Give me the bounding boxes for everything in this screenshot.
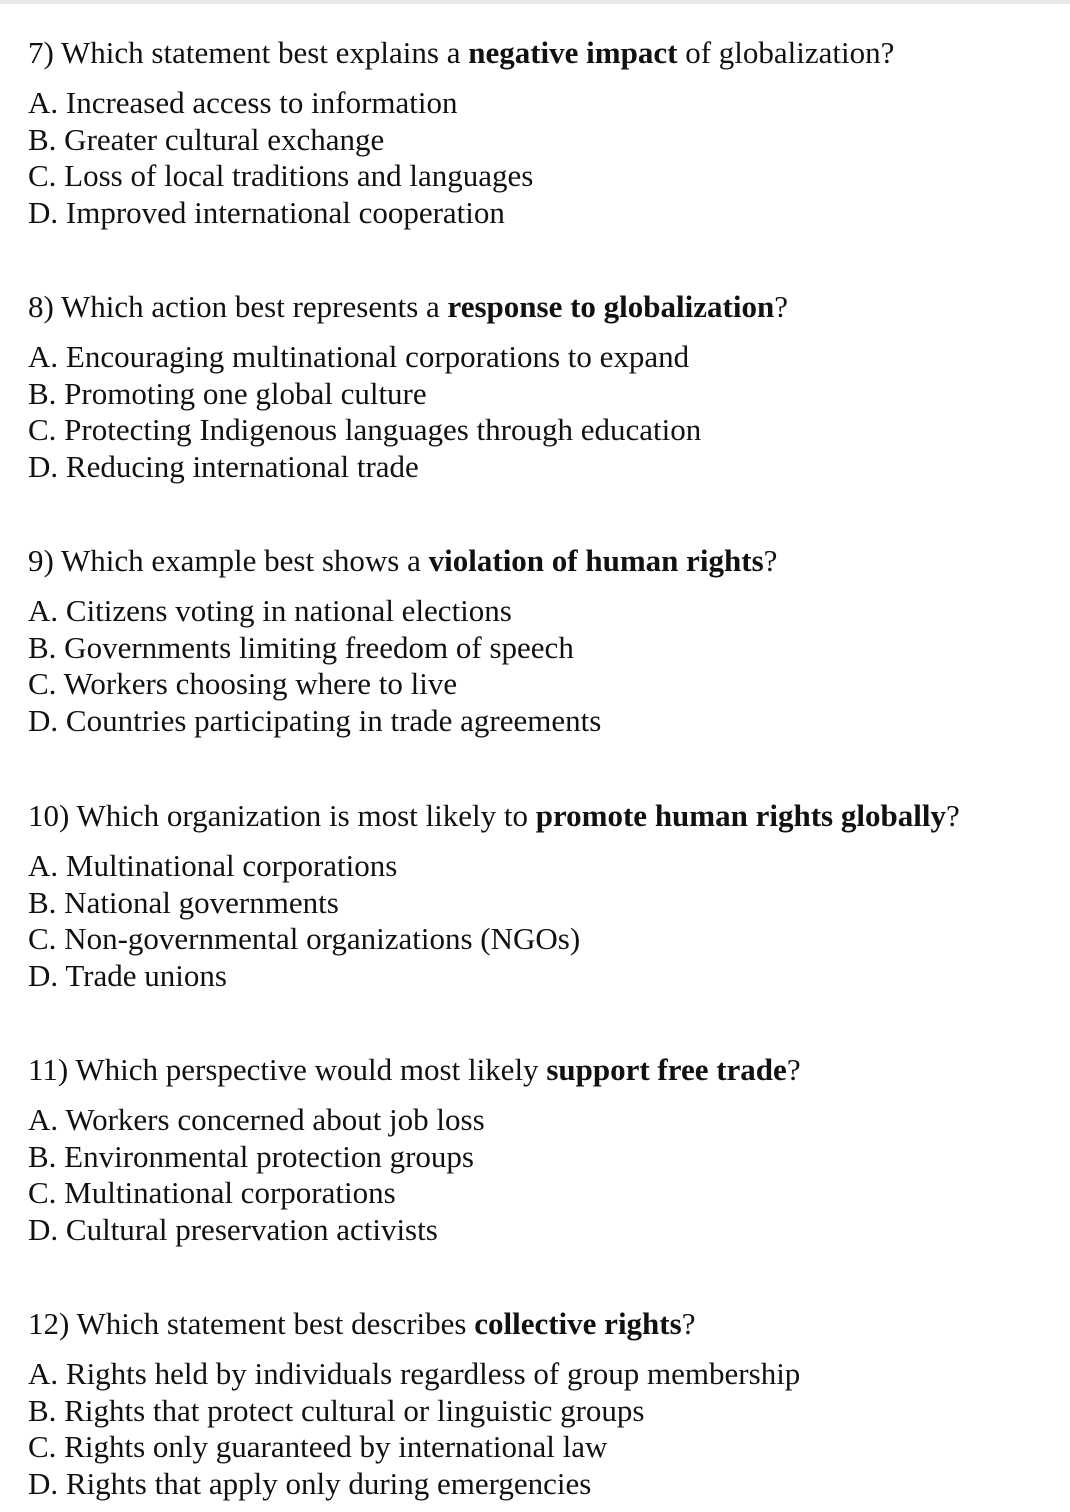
- question-text-end: ?: [763, 543, 778, 578]
- question-number: 12): [28, 1306, 70, 1341]
- question-9: [28, 542, 1058, 740]
- option-a[interactable]: A. Workers concerned about job loss: [28, 1102, 485, 1137]
- question-text-end: ?: [945, 798, 960, 833]
- question-text: Which statement best describes: [76, 1306, 467, 1341]
- question-stem: [28, 542, 1058, 579]
- question-stem: [28, 1305, 1058, 1342]
- question-11: [28, 1051, 1058, 1249]
- question-text-end: ?: [786, 1052, 801, 1087]
- question-stem: [28, 288, 1058, 325]
- question-text: Which organization is most likely to: [76, 798, 528, 833]
- question-8: [28, 288, 1058, 486]
- option-c[interactable]: C. Workers choosing where to live: [28, 666, 458, 702]
- question-keyword: response to globalization: [447, 289, 775, 324]
- option-c[interactable]: C. Rights only guaranteed by international law: [28, 1429, 608, 1465]
- answer-options: [28, 85, 1058, 232]
- answer-options: [28, 339, 1058, 486]
- option-b[interactable]: B. Greater cultural exchange: [28, 121, 385, 157]
- option-c[interactable]: C. Non-governmental organizations (NGOs): [28, 921, 581, 957]
- question-stem: [28, 34, 1058, 71]
- option-b[interactable]: B. Promoting one global culture: [28, 375, 427, 411]
- option-a[interactable]: A. Multinational corporations: [28, 848, 398, 883]
- option-a[interactable]: A. Encouraging multinational corporations to expand: [28, 339, 690, 374]
- answer-options: [28, 1102, 1058, 1249]
- option-a[interactable]: A. Citizens voting in national elections: [28, 593, 512, 628]
- question-text-end: of globalization?: [685, 35, 895, 70]
- question-text: Which perspective would most likely: [75, 1052, 539, 1087]
- question-stem: [28, 1051, 1058, 1088]
- option-d[interactable]: D. Reducing international trade: [28, 449, 419, 485]
- question-10: [28, 797, 1058, 995]
- question-keyword: violation of human rights: [428, 543, 764, 578]
- answer-options: [28, 593, 1058, 740]
- question-12: [28, 1305, 1058, 1503]
- option-d[interactable]: D. Countries participating in trade agreements: [28, 703, 602, 739]
- option-b[interactable]: B. Environmental protection groups: [28, 1138, 474, 1174]
- question-text-end: ?: [681, 1306, 696, 1341]
- question-number: 7): [28, 35, 54, 70]
- question-text: Which example best shows a: [61, 543, 421, 578]
- option-d[interactable]: D. Improved international cooperation: [28, 195, 505, 231]
- question-number: 11): [28, 1052, 69, 1087]
- option-b[interactable]: B. Rights that protect cultural or linguistic groups: [28, 1392, 645, 1428]
- question-stem: [28, 797, 1058, 834]
- option-d[interactable]: D. Trade unions: [28, 958, 227, 994]
- top-divider: [0, 0, 1070, 4]
- question-number: 9): [28, 543, 54, 578]
- question-text-end: ?: [774, 289, 788, 324]
- option-c[interactable]: C. Protecting Indigenous languages through education: [28, 412, 702, 448]
- question-number: 8): [28, 289, 54, 324]
- option-c[interactable]: C. Loss of local traditions and languages: [28, 158, 534, 194]
- option-a[interactable]: A. Rights held by individuals regardless of group membership: [28, 1356, 801, 1391]
- answer-options: [28, 1356, 1058, 1503]
- option-a[interactable]: A. Increased access to information: [28, 85, 458, 120]
- option-b[interactable]: B. National governments: [28, 884, 339, 920]
- option-d[interactable]: D. Rights that apply only during emergencies: [28, 1466, 592, 1502]
- option-b[interactable]: B. Governments limiting freedom of speech: [28, 629, 574, 665]
- question-keyword: support free trade: [546, 1052, 787, 1087]
- question-keyword: promote human rights globally: [535, 798, 946, 833]
- question-number: 10): [28, 798, 70, 833]
- question-text: Which statement best explains a: [61, 35, 461, 70]
- question-keyword: negative impact: [468, 35, 678, 70]
- answer-options: [28, 848, 1058, 995]
- question-keyword: collective rights: [474, 1306, 682, 1341]
- question-text: Which action best represents a: [61, 289, 440, 324]
- option-d[interactable]: D. Cultural preservation activists: [28, 1212, 438, 1248]
- option-c[interactable]: C. Multinational corporations: [28, 1175, 396, 1211]
- question-7: [28, 34, 1058, 232]
